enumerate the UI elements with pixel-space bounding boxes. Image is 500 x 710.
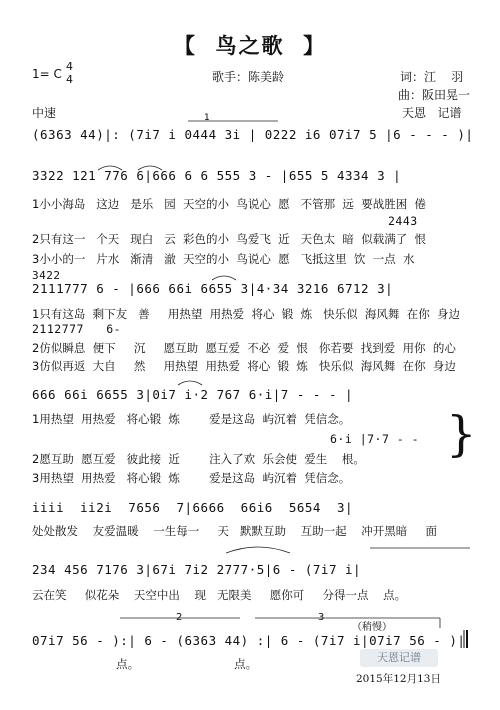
- composer: 曲：阪田晃一: [398, 88, 471, 102]
- song-title: 【 鸟之歌 】: [173, 34, 327, 58]
- volta-number: 2: [176, 612, 183, 623]
- notation-line-1: (6363 44)|: (7i7 i 0444 3i | 0222 i6 07i7 5 |6 - - - )|: [32, 127, 474, 142]
- lyric-line: 3仿似再返 大自 然 用热望 用热爱 将心 锻 炼 快乐似 海风舞 在你 身边: [32, 359, 456, 373]
- notation-line-4: 666 66i 6655 3|0i7 i·2 767 6·i|7 - - - |: [32, 387, 354, 402]
- slur: [98, 166, 122, 170]
- notation-line-3: 2111777 6 - |666 66i 6655 3|4·34 3216 6712 3|: [32, 281, 394, 296]
- variant-notes: 2112777 6-: [32, 322, 122, 336]
- time-signature-bottom: 4: [66, 73, 73, 86]
- variant-notes: 6·i |7·7 - -: [330, 432, 420, 446]
- transcriber: 天恩 记谱: [402, 106, 462, 120]
- slur: [138, 166, 162, 170]
- lyricist: 词：江 羽: [400, 70, 464, 84]
- lyric-line: 处处散发 友爱温暖 一生每一 天 默默互助 互助一起 冲开黑暗 面: [32, 524, 438, 538]
- date: 2015年12月13日: [356, 673, 441, 685]
- key-signature: 1= C: [32, 67, 62, 81]
- lyric-line: 3小小的一 片水 渐清 澈 天空的小 鸟说心 愿 飞抵这里 饮 一点 水: [32, 252, 415, 266]
- time-signature-top: 4: [66, 60, 73, 73]
- volta-number: 3: [318, 612, 325, 623]
- lyric-line: 云在笑 似花朵 天空中出 现 无限美 愿你可 分得一点 点。: [32, 588, 407, 602]
- lyric-line: 2愿互助 愿互爱 彼此接 近 注入了欢 乐会使 爱生 根。: [32, 452, 365, 466]
- notation-line-7: 07i7 56 - ):| 6 - (6363 44) :| 6 - (7i7 i|07i7 56 - )|: [32, 633, 466, 648]
- lyric-line: 1用热望 用热爱 将心锻 炼 爱是这岛 屿沉着 凭信念。: [32, 412, 351, 426]
- notation-line-6: 234 456 7176 3|67i 7i2 2777·5|6 - (7i7 i|: [32, 562, 362, 577]
- lyric-line: 1只有这岛 剩下友 善 用热望 用热爱 将心 锻 炼 快乐似 海风舞 在你 身边: [32, 307, 461, 321]
- slur: [212, 276, 236, 280]
- lyric-line: 点。 点。: [32, 657, 258, 671]
- tempo-note: （稍慢）: [352, 622, 392, 633]
- notation-line-5: iiii ii2i 7656 7|6666 66i6 5654 3|: [32, 500, 354, 515]
- lyric-line: 3用热望 用热爱 将心锻 炼 爱是这岛 屿沉着 凭信念。: [32, 471, 351, 485]
- brace: }: [446, 406, 477, 462]
- singer: 歌手：陈美龄: [212, 70, 285, 84]
- lyric-line: 2仿似瞬息 便下 沉 愿互助 愿互爱 不必 爱 恨 你若要 找到爱 用你 的心: [32, 341, 456, 355]
- lyric-line: 1小小海岛 这边 是乐 园 天空的小 鸟说心 愿 不管那 远 要战胜困 倦: [32, 197, 427, 211]
- variant-notes: 3422: [32, 269, 61, 282]
- slur: [178, 381, 202, 385]
- notation-line-2: 3322 121 776 6|666 6 6 555 3 - |655 5 4334 3 |: [32, 168, 402, 183]
- tempo-marking: 中速: [32, 106, 57, 120]
- variant-notes: 2443: [388, 214, 418, 228]
- volta-number: 1: [204, 113, 210, 123]
- transcriber-stamp: 天恩记谱: [360, 649, 438, 667]
- lyric-line: 2只有这一 个天 现白 云 彩色的小 鸟爱飞 近 天色太 暗 似载满了 恨: [32, 232, 427, 246]
- slur: [226, 547, 290, 553]
